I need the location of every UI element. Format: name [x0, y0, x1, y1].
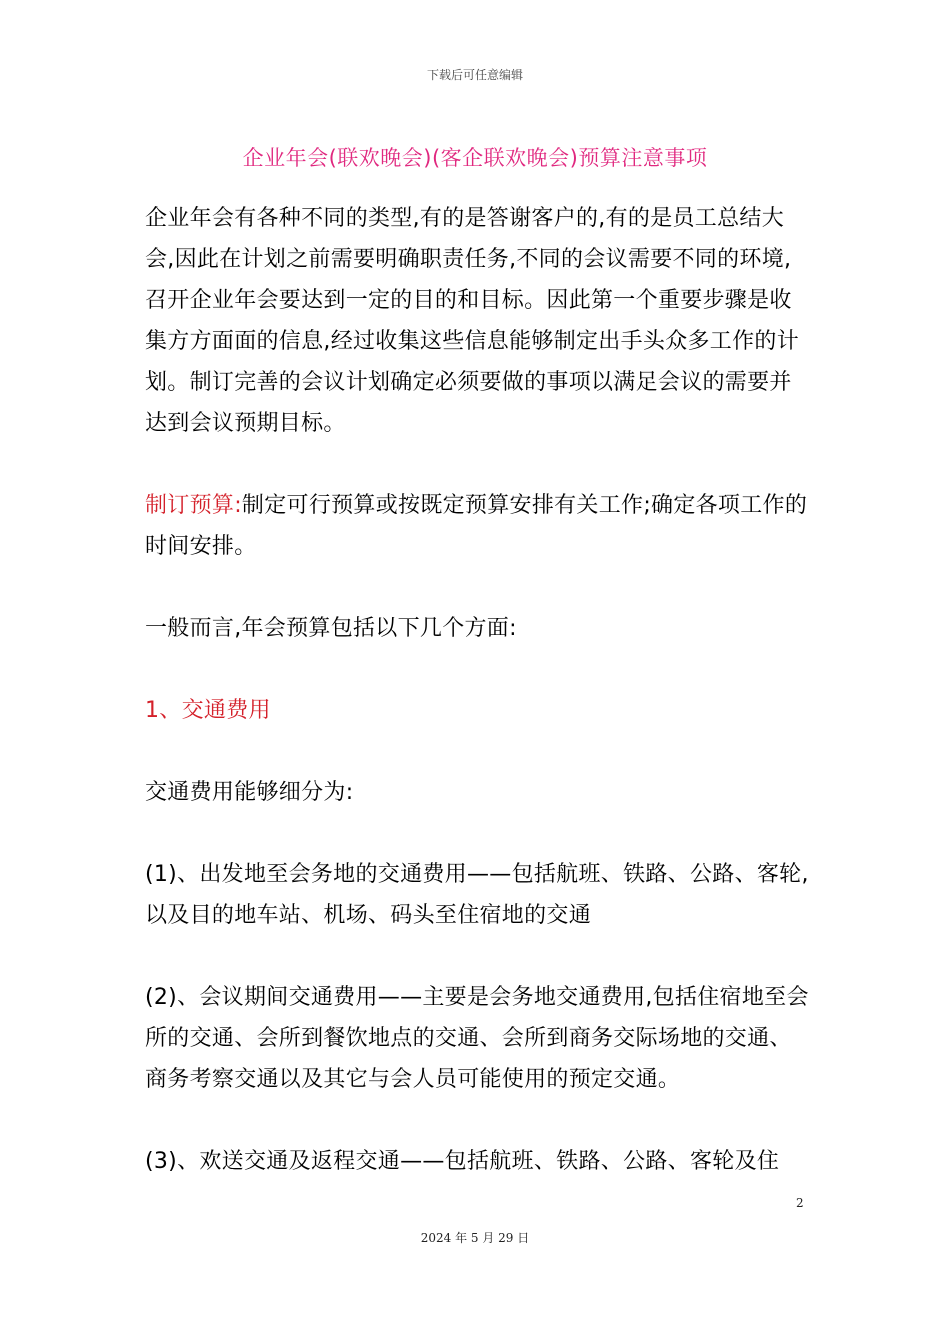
transport-item-1: (1)、出发地至会务地的交通费用——包括航班、铁路、公路、客轮,以及目的地车站、机场、码头至住宿地的交通 [145, 862, 809, 928]
budget-paragraph [145, 485, 810, 567]
transport-lead: 交通费用能够细分为: [145, 780, 354, 805]
transport-item-3: (3)、欢送交通及返程交通——包括航班、铁路、公路、客轮及住 [145, 1149, 780, 1174]
intro-paragraph: 企业年会有各种不同的类型,有的是答谢客户的,有的是员工总结大会,因此在计划之前需要明确职责任务,不同的会议需要不同的环境,召开企业年会要达到一定的目的和目标。因此第一个重要步骤是收集方方面面的信息,经过收集这些信息能够制定出手头众多工作的计划。制订完善的会议计划确定必须要做的事项以满足会议的需要并达到会议预期目标。 [145, 206, 799, 436]
document-title: 企业年会(联欢晚会)(客企联欢晚会)预算注意事项 [242, 146, 708, 170]
budget-label: 制订预算: [145, 493, 242, 518]
page-number: 2 [796, 1196, 804, 1210]
document-body [145, 198, 810, 1182]
general-paragraph: 一般而言,年会预算包括以下几个方面: [145, 616, 517, 641]
budget-text: 制定可行预算或按既定预算安排有关工作;确定各项工作的时间安排。 [145, 493, 808, 559]
page-header-note: 下载后可任意编辑 [426, 68, 523, 82]
section-heading-transport: 1、交通费用 [145, 698, 271, 723]
transport-item-2: (2)、会议期间交通费用——主要是会务地交通费用,包括住宿地至会所的交通、会所到餐饮地点的交通、会所到商务交际场地的交通、商务考察交通以及其它与会人员可能使用的预定交通。 [145, 985, 809, 1092]
footer-date: 2024 年 5 月 29 日 [420, 1231, 530, 1245]
